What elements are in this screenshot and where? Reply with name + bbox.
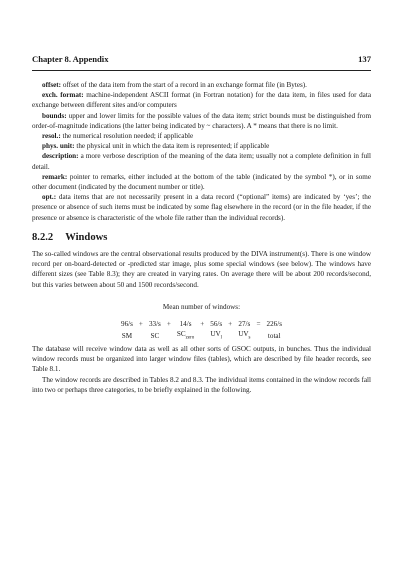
operator-cell: + xyxy=(166,320,171,329)
definition-item xyxy=(32,192,371,223)
label-cell xyxy=(235,329,253,344)
label-main: UV xyxy=(210,330,221,339)
definition-term: exch. format: xyxy=(42,91,84,100)
definition-item xyxy=(32,131,371,141)
label-cell: SM xyxy=(121,332,133,341)
definition-text: pointer to remarks, either included at the bottom of the table (indicated by the symbol *), or in some other document (indicated by the document number or title). xyxy=(32,172,371,192)
section-heading xyxy=(32,233,371,243)
page-number: 137 xyxy=(358,54,371,64)
definition-term: opt.: xyxy=(42,193,57,202)
definition-item xyxy=(32,111,371,131)
paragraph-database: The database will receive window data as well as all other sorts of GSOC outputs, in bunches. Thus the individual window records must be organized into larger window files (tables), which are described by file header records, see Table 8.1. xyxy=(32,344,371,374)
definition-text: the physical unit in which the data item is represented; if applicable xyxy=(74,142,270,151)
mean-windows-title: Mean number of windows: xyxy=(162,302,241,311)
label-main: SC xyxy=(176,330,186,339)
operator-cell: + xyxy=(228,320,233,329)
operator-cell: = xyxy=(256,320,261,329)
definition-item xyxy=(32,151,371,171)
paragraph-windows-intro: The so-called windows are the central observational results produced by the DIVA instrument(s). There is one window record per on-board-detected or -predicted star image, plus some special windows (see below). The windows have different sizes (see Table 8.3); they are created in varying rates. On average there will be about 200 records/second, but this varies between about 50 and 1500 records/second. xyxy=(32,250,371,289)
definition-text: upper and lower limits for the possible values of the data item; strict bounds must be distinguished from order-of-magnitude indications (the latter being indicated by ~ characters). A * means that there is no limit. xyxy=(32,111,371,130)
definition-text: the numerical resolution needed; if applicable xyxy=(60,132,194,141)
label-cell xyxy=(174,329,197,344)
definition-item xyxy=(32,172,371,192)
definition-text: offset of the data item from the start of a record in an exchange format file (in Bytes). xyxy=(61,81,307,89)
definition-list xyxy=(32,80,371,223)
mean-windows-table xyxy=(118,319,285,344)
definition-item xyxy=(32,90,371,110)
label-subscript: s xyxy=(248,335,251,341)
definition-term: resol.: xyxy=(42,132,61,141)
paragraph-window-records: The window records are described in Tables 8.2 and 8.3. The individual items contained in the window records fall into two or perhaps three categories, to be briefly explained in the following. xyxy=(32,375,371,394)
operator-cell: + xyxy=(138,320,143,329)
definition-term: offset: xyxy=(42,81,62,89)
label-cell: SC xyxy=(150,332,160,341)
definition-term: remark: xyxy=(42,172,68,181)
total-rate-cell: 226/s xyxy=(266,320,282,329)
page-body xyxy=(32,80,371,395)
definition-term: description: xyxy=(42,152,79,161)
definition-term: bounds: xyxy=(42,111,67,120)
rate-cell: 27/s xyxy=(238,320,251,329)
section-title: Windows xyxy=(65,231,108,243)
rate-cell: 56/s xyxy=(210,320,223,329)
mean-labels-row xyxy=(118,329,285,344)
mean-rates-row xyxy=(118,319,285,329)
label-cell xyxy=(207,329,225,344)
definition-text: a more verbose description of the meaning of the data item; usually not a complete definition in full detail. xyxy=(32,152,371,171)
rate-cell: 33/s xyxy=(148,320,161,329)
definition-text: machine-independent ASCII format (in Fortran notation) for the data item, in files used for data exchange between different sites and/or computers xyxy=(32,91,372,110)
page-header xyxy=(32,54,371,68)
definition-term: phys. unit: xyxy=(42,142,75,151)
total-label-cell: total xyxy=(267,332,281,341)
chapter-title: Chapter 8. Appendix xyxy=(32,54,109,64)
definition-text: data items that are not necessarily present in a data record (“optional” items) are indicated by ‘yes’; the presence or absence of such items must be indicated by some flag elsewhere in the record (or in the file header, if the presence or absence is characteristic of the whole file rather than the individual records). xyxy=(32,193,371,222)
section-number: 8.2.2 xyxy=(32,231,54,243)
definition-item xyxy=(32,141,371,151)
operator-cell: + xyxy=(200,320,205,329)
label-main: UV xyxy=(238,330,249,339)
rate-cell: 14/s xyxy=(179,320,192,329)
label-subscript: l xyxy=(220,335,223,341)
definition-item xyxy=(32,80,371,90)
header-rule xyxy=(32,70,371,71)
label-subscript: zero xyxy=(185,335,195,341)
rate-cell: 96/s xyxy=(121,320,133,329)
